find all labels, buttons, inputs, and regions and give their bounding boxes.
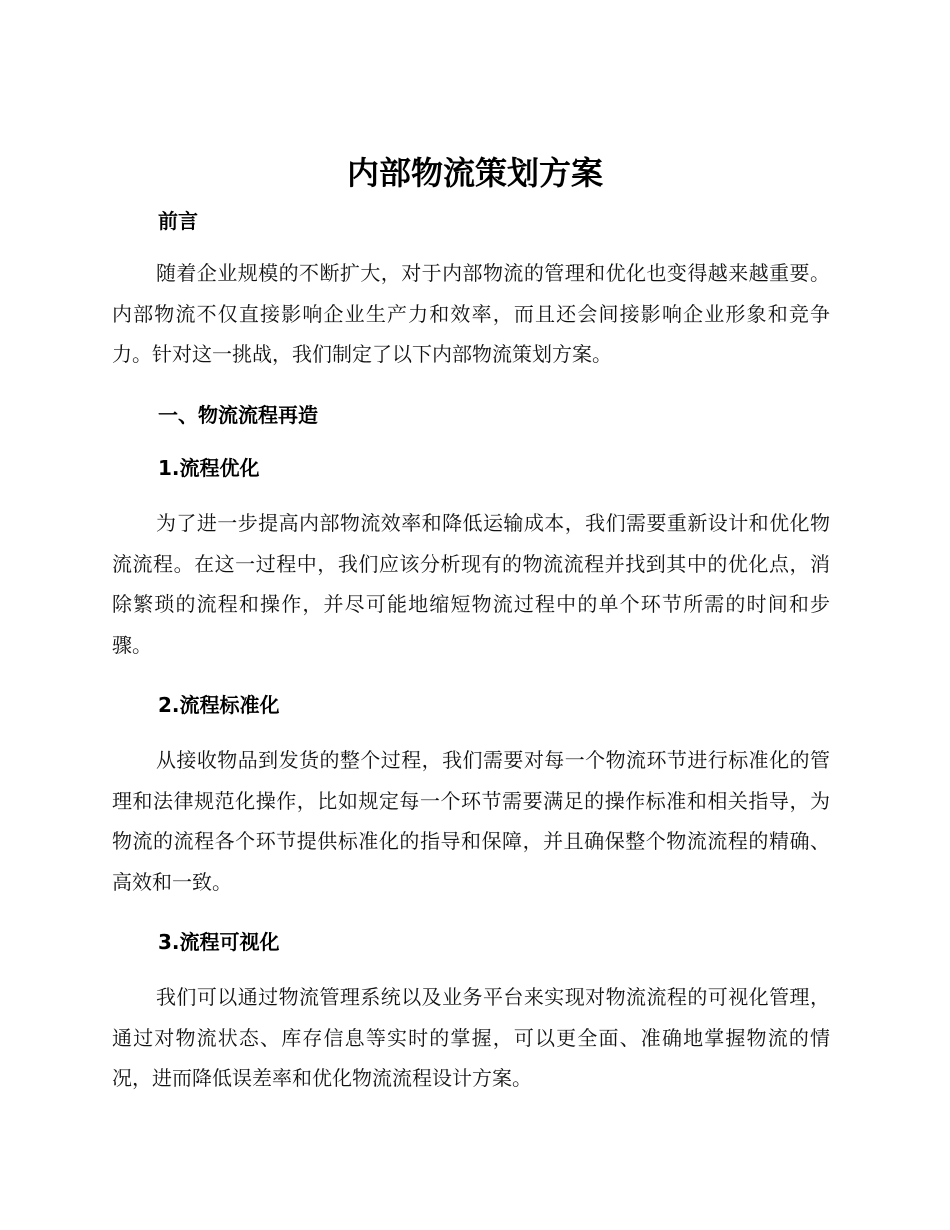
- document-title: 内部物流策划方案: [346, 154, 603, 192]
- preface-paragraph: 随着企业规模的不断扩大，对于内部物流的管理和优化也变得越来越重要。内部物流不仅直接影响企业生产力和效率，而且还会间接影响企业形象和竞争力。针对这一挑战，我们制定了以下内部物流策划方案。: [112, 261, 830, 366]
- subsection-3-paragraph: 我们可以通过物流管理系统以及业务平台来实现对物流流程的可视化管理，通过对物流状态、库存信息等实时的掌握，可以更全面、准确地掌握物流的情况，进而降低误差率和优化物流流程设计方案。: [112, 985, 830, 1090]
- section-1-heading: 一、物流流程再造: [158, 403, 318, 427]
- subsection-1-paragraph: 为了进一步提高内部物流效率和降低运输成本，我们需要重新设计和优化物流流程。在这一过程中，我们应该分析现有的物流流程并找到其中的优化点，消除繁琐的流程和操作，并尽可能地缩短物流过程中的单个环节所需的时间和步骤。: [112, 511, 830, 657]
- subsection-1-heading: 1.流程优化: [158, 456, 260, 480]
- subsection-2-paragraph: 从接收物品到发货的整个过程，我们需要对每一个物流环节进行标准化的管理和法律规范化操作，比如规定每一个环节需要满足的操作标准和相关指导，为物流的流程各个环节提供标准化的指导和保障，并且确保整个物流流程的精确、高效和一致。: [112, 748, 830, 894]
- subsection-3-heading: 3.流程可视化: [158, 930, 280, 954]
- subsection-2-heading: 2.流程标准化: [158, 693, 280, 717]
- preface-heading: 前言: [158, 209, 198, 233]
